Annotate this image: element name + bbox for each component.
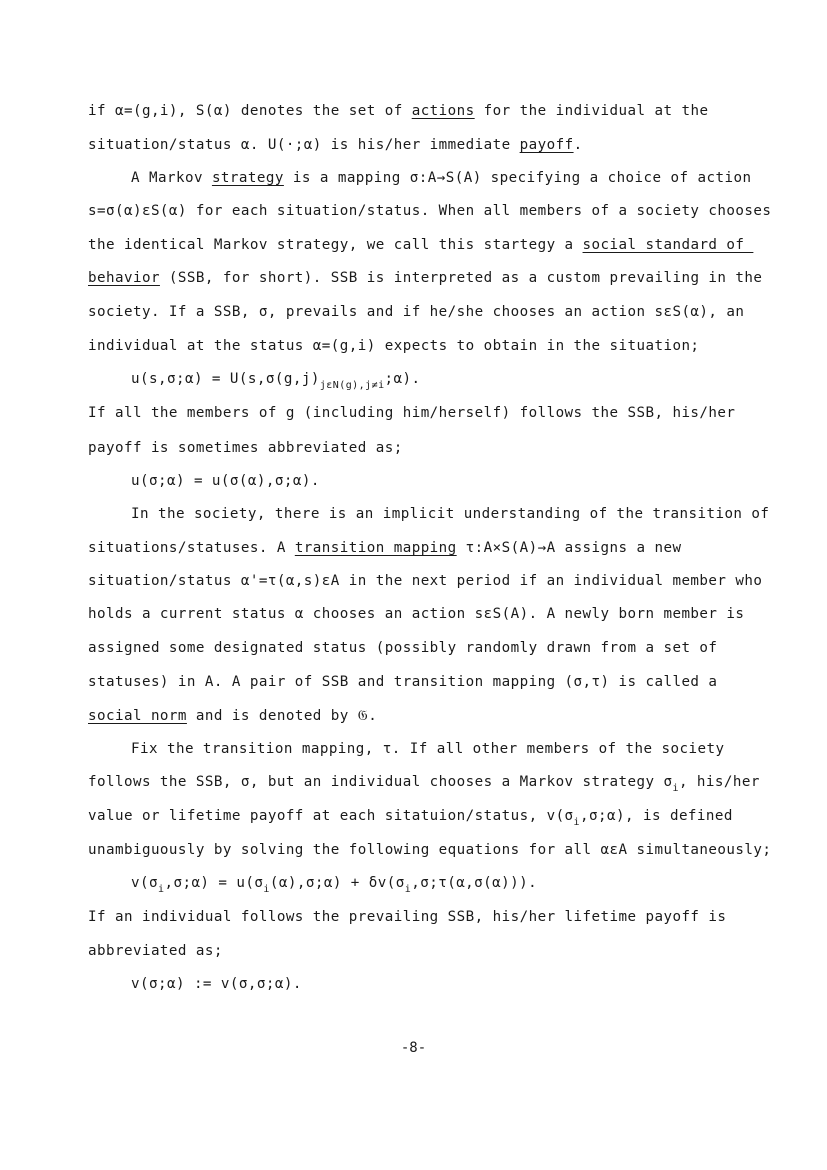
text-segment: ,σ;α), is defined — [580, 808, 733, 824]
text-segment: , his/her — [678, 774, 760, 790]
text-line — [88, 303, 744, 321]
text-line — [88, 337, 699, 355]
text-line — [88, 908, 726, 926]
text-line — [88, 841, 771, 859]
underlined-term: strategy — [211, 170, 284, 186]
underlined-term: social standard of — [582, 237, 754, 253]
subscript: i — [573, 817, 581, 828]
text-segment: A Markov — [131, 170, 212, 186]
subscript: i — [404, 884, 412, 895]
equation-line — [131, 472, 320, 490]
text-segment: u(s,σ;α) = U(s,σ(g,j) — [131, 371, 320, 387]
text-segment: statuses) in A. A pair of SSB and transition mapping (σ,τ) is called a — [88, 674, 718, 690]
text-segment: situation/status α. U(·;α) is his/her immediate — [88, 137, 520, 153]
text-segment: ,σ;τ(α,σ(α))). — [411, 875, 538, 891]
text-segment: s=σ(α)εS(α) for each situation/status. When all members of a society chooses — [88, 203, 772, 219]
text-segment: value or lifetime payoff at each sitatuion/status, v(σ — [88, 808, 574, 824]
text-line — [88, 942, 223, 960]
text-segment: situations/statuses. A — [88, 540, 295, 556]
text-segment: holds a current status α chooses an action sεS(A). A newly born member is — [88, 606, 745, 622]
text-segment: is a mapping σ:A→S(A) specifying a choice of action — [283, 170, 752, 186]
underlined-term: payoff — [519, 137, 574, 153]
text-line — [88, 773, 760, 798]
text-segment: situation/status α'=τ(α,s)εA in the next period if an individual member who — [88, 573, 763, 589]
text-segment: (α),σ;α) + δv(σ — [269, 875, 405, 891]
text-line — [88, 269, 762, 287]
text-segment: . — [573, 137, 583, 153]
text-segment: abbreviated as; — [88, 943, 223, 959]
equation-line — [131, 370, 421, 395]
text-line — [88, 102, 708, 120]
text-segment: Fix the transition mapping, τ. If all other members of the society — [131, 741, 725, 757]
subscript: i — [672, 783, 679, 794]
equation-line — [131, 975, 302, 993]
text-line — [131, 505, 769, 523]
text-segment: unambiguously by solving the following equations for all αεA simultaneously; — [88, 842, 772, 858]
text-line — [88, 404, 735, 422]
underlined-term: behavior — [88, 270, 160, 286]
underlined-term: social norm — [88, 708, 187, 724]
text-segment: and is denoted by 𝔊. — [186, 708, 378, 724]
page-number: -8- — [400, 1040, 427, 1056]
text-segment: follows the SSB, σ, but an individual chooses a Markov strategy σ — [88, 774, 673, 790]
equation-line — [131, 874, 537, 899]
text-line — [88, 639, 717, 657]
text-segment: (SSB, for short). SSB is interpreted as a custom prevailing in the — [159, 270, 763, 286]
subscript: i — [263, 884, 270, 895]
underlined-term: actions — [411, 103, 475, 119]
text-line — [88, 807, 733, 832]
subscript: i — [157, 884, 165, 895]
text-line — [88, 605, 744, 623]
text-line — [88, 673, 717, 691]
text-segment: for the individual at the — [474, 103, 709, 119]
text-segment: if α=(g,i), S(α) denotes the set of — [88, 103, 412, 119]
text-line — [88, 707, 377, 725]
text-segment: τ:A×S(A)→A assigns a new — [456, 540, 682, 556]
text-segment: If an individual follows the prevailing SSB, his/her lifetime payoff is — [88, 909, 727, 925]
text-segment: u(σ;α) = u(σ(α),σ;α). — [131, 473, 320, 489]
text-segment: v(σ;α) := v(σ,σ;α). — [131, 976, 302, 992]
subscript: jεN(g),j≠i — [319, 380, 385, 391]
text-line — [88, 572, 762, 590]
text-segment: If all the members of g (including him/herself) follows the SSB, his/her — [88, 405, 736, 421]
text-segment: payoff is sometimes abbreviated as; — [88, 440, 403, 456]
text-line — [131, 740, 724, 758]
text-segment: society. If a SSB, σ, prevails and if he/she chooses an action sεS(α), an — [88, 304, 745, 320]
text-line — [88, 539, 681, 557]
text-segment: the identical Markov strategy, we call this startegy a — [88, 237, 583, 253]
text-line — [88, 236, 753, 254]
text-segment: v(σ — [131, 875, 158, 891]
text-segment: ,σ;α) = u(σ — [164, 875, 264, 891]
text-segment: individual at the status α=(g,i) expects to obtain in the situation; — [88, 338, 700, 354]
text-line — [88, 439, 403, 457]
text-segment: In the society, there is an implicit understanding of the transition of — [131, 506, 770, 522]
text-line — [131, 169, 751, 187]
underlined-term: transition mapping — [294, 540, 457, 556]
text-line — [88, 202, 771, 220]
text-segment: assigned some designated status (possibly randomly drawn from a set of — [88, 640, 718, 656]
text-segment: ;α). — [384, 371, 421, 387]
text-line — [88, 136, 583, 154]
